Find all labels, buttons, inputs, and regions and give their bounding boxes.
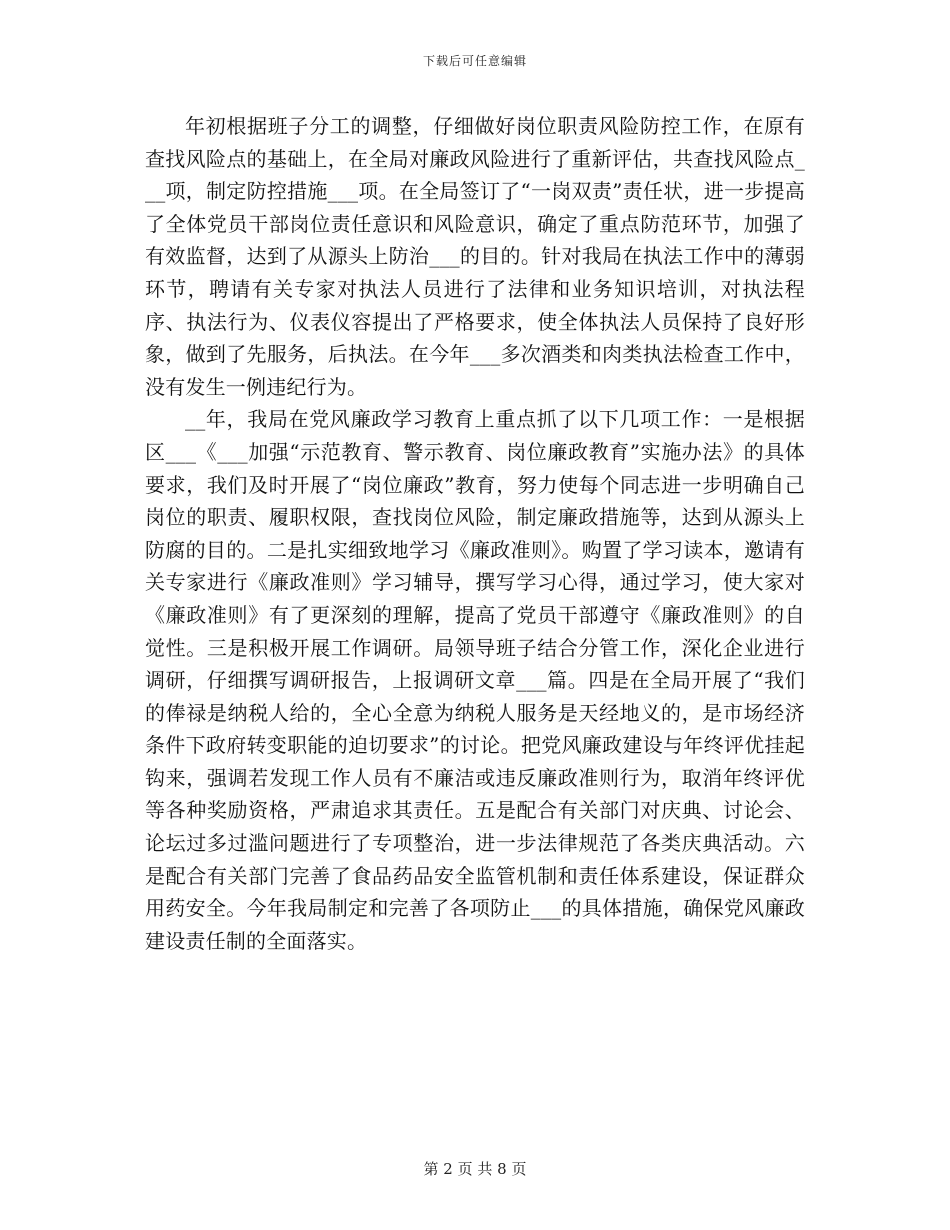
page-header: 下载后可任意编辑 bbox=[422, 54, 527, 68]
paragraph-2: __年，我局在党风廉政学习教育上重点抓了以下几项工作：一是根据区___《___加强“示范教育、警示教育、岗位廉政教育”实施办法》的具体要求，我们及时开展了“岗位廉政”教育，努力使每个同志进一步明确自己岗位的职责、履职权限，查找岗位风险，制定廉政措施等，达到从源头上防腐的目的。二是扎实细致地学习《廉政准则》。购置了学习读本，邀请有关专家进行《廉政准则》学习辅导，撰写学习心得，通过学习，使大家对《廉政准则》有了更深刻的理解，提高了党员干部遵守《廉政准则》的自觉性。三是积极开展工作调研。局领导班子结合分管工作，深化企业进行调研，仔细撰写调研报告，上报调研文章___篇。四是在全局开展了“我们的俸禄是纳税人给的，全心全意为纳税人服务是天经地义的，是市场经济条件下政府转变职能的迫切要求”的讨论。把党风廉政建设与年终评优挂起钩来，强调若发现工作人员有不廉洁或违反廉政准则行为，取消年终评优等各种奖励资格，严肃追求其责任。五是配合有关部门对庆典、讨论会、论坛过多过滥问题进行了专项整治，进一步法律规范了各类庆典活动。六是配合有关部门完善了食品药品安全监管机制和责任体系建设，保证群众用药安全。今年我局制定和完善了各项防止___的具体措施，确保党风廉政建设责任制的全面落实。 bbox=[145, 407, 805, 953]
paragraph-1: 年初根据班子分工的调整，仔细做好岗位职责风险防控工作，在原有查找风险点的基础上，在全局对廉政风险进行了重新评估，共查找风险点___项，制定防控措施___项。在全局签订了“一岗双责”责任状，进一步提高了全体党员干部岗位责任意识和风险意识，确定了重点防范环节，加强了有效监督，达到了从源头上防治___的目的。针对我局在执法工作中的薄弱环节，聘请有关专家对执法人员进行了法律和业务知识培训，对执法程序、执法行为、仪表仪容提出了严格要求，使全体执法人员保持了良好形象，做到了先服务，后执法。在今年___多次酒类和肉类执法检查工作中，没有发生一例违纪行为。 bbox=[145, 114, 805, 399]
document-body bbox=[145, 110, 805, 957]
page-footer: 第 2 页 共 8 页 bbox=[423, 1160, 527, 1178]
